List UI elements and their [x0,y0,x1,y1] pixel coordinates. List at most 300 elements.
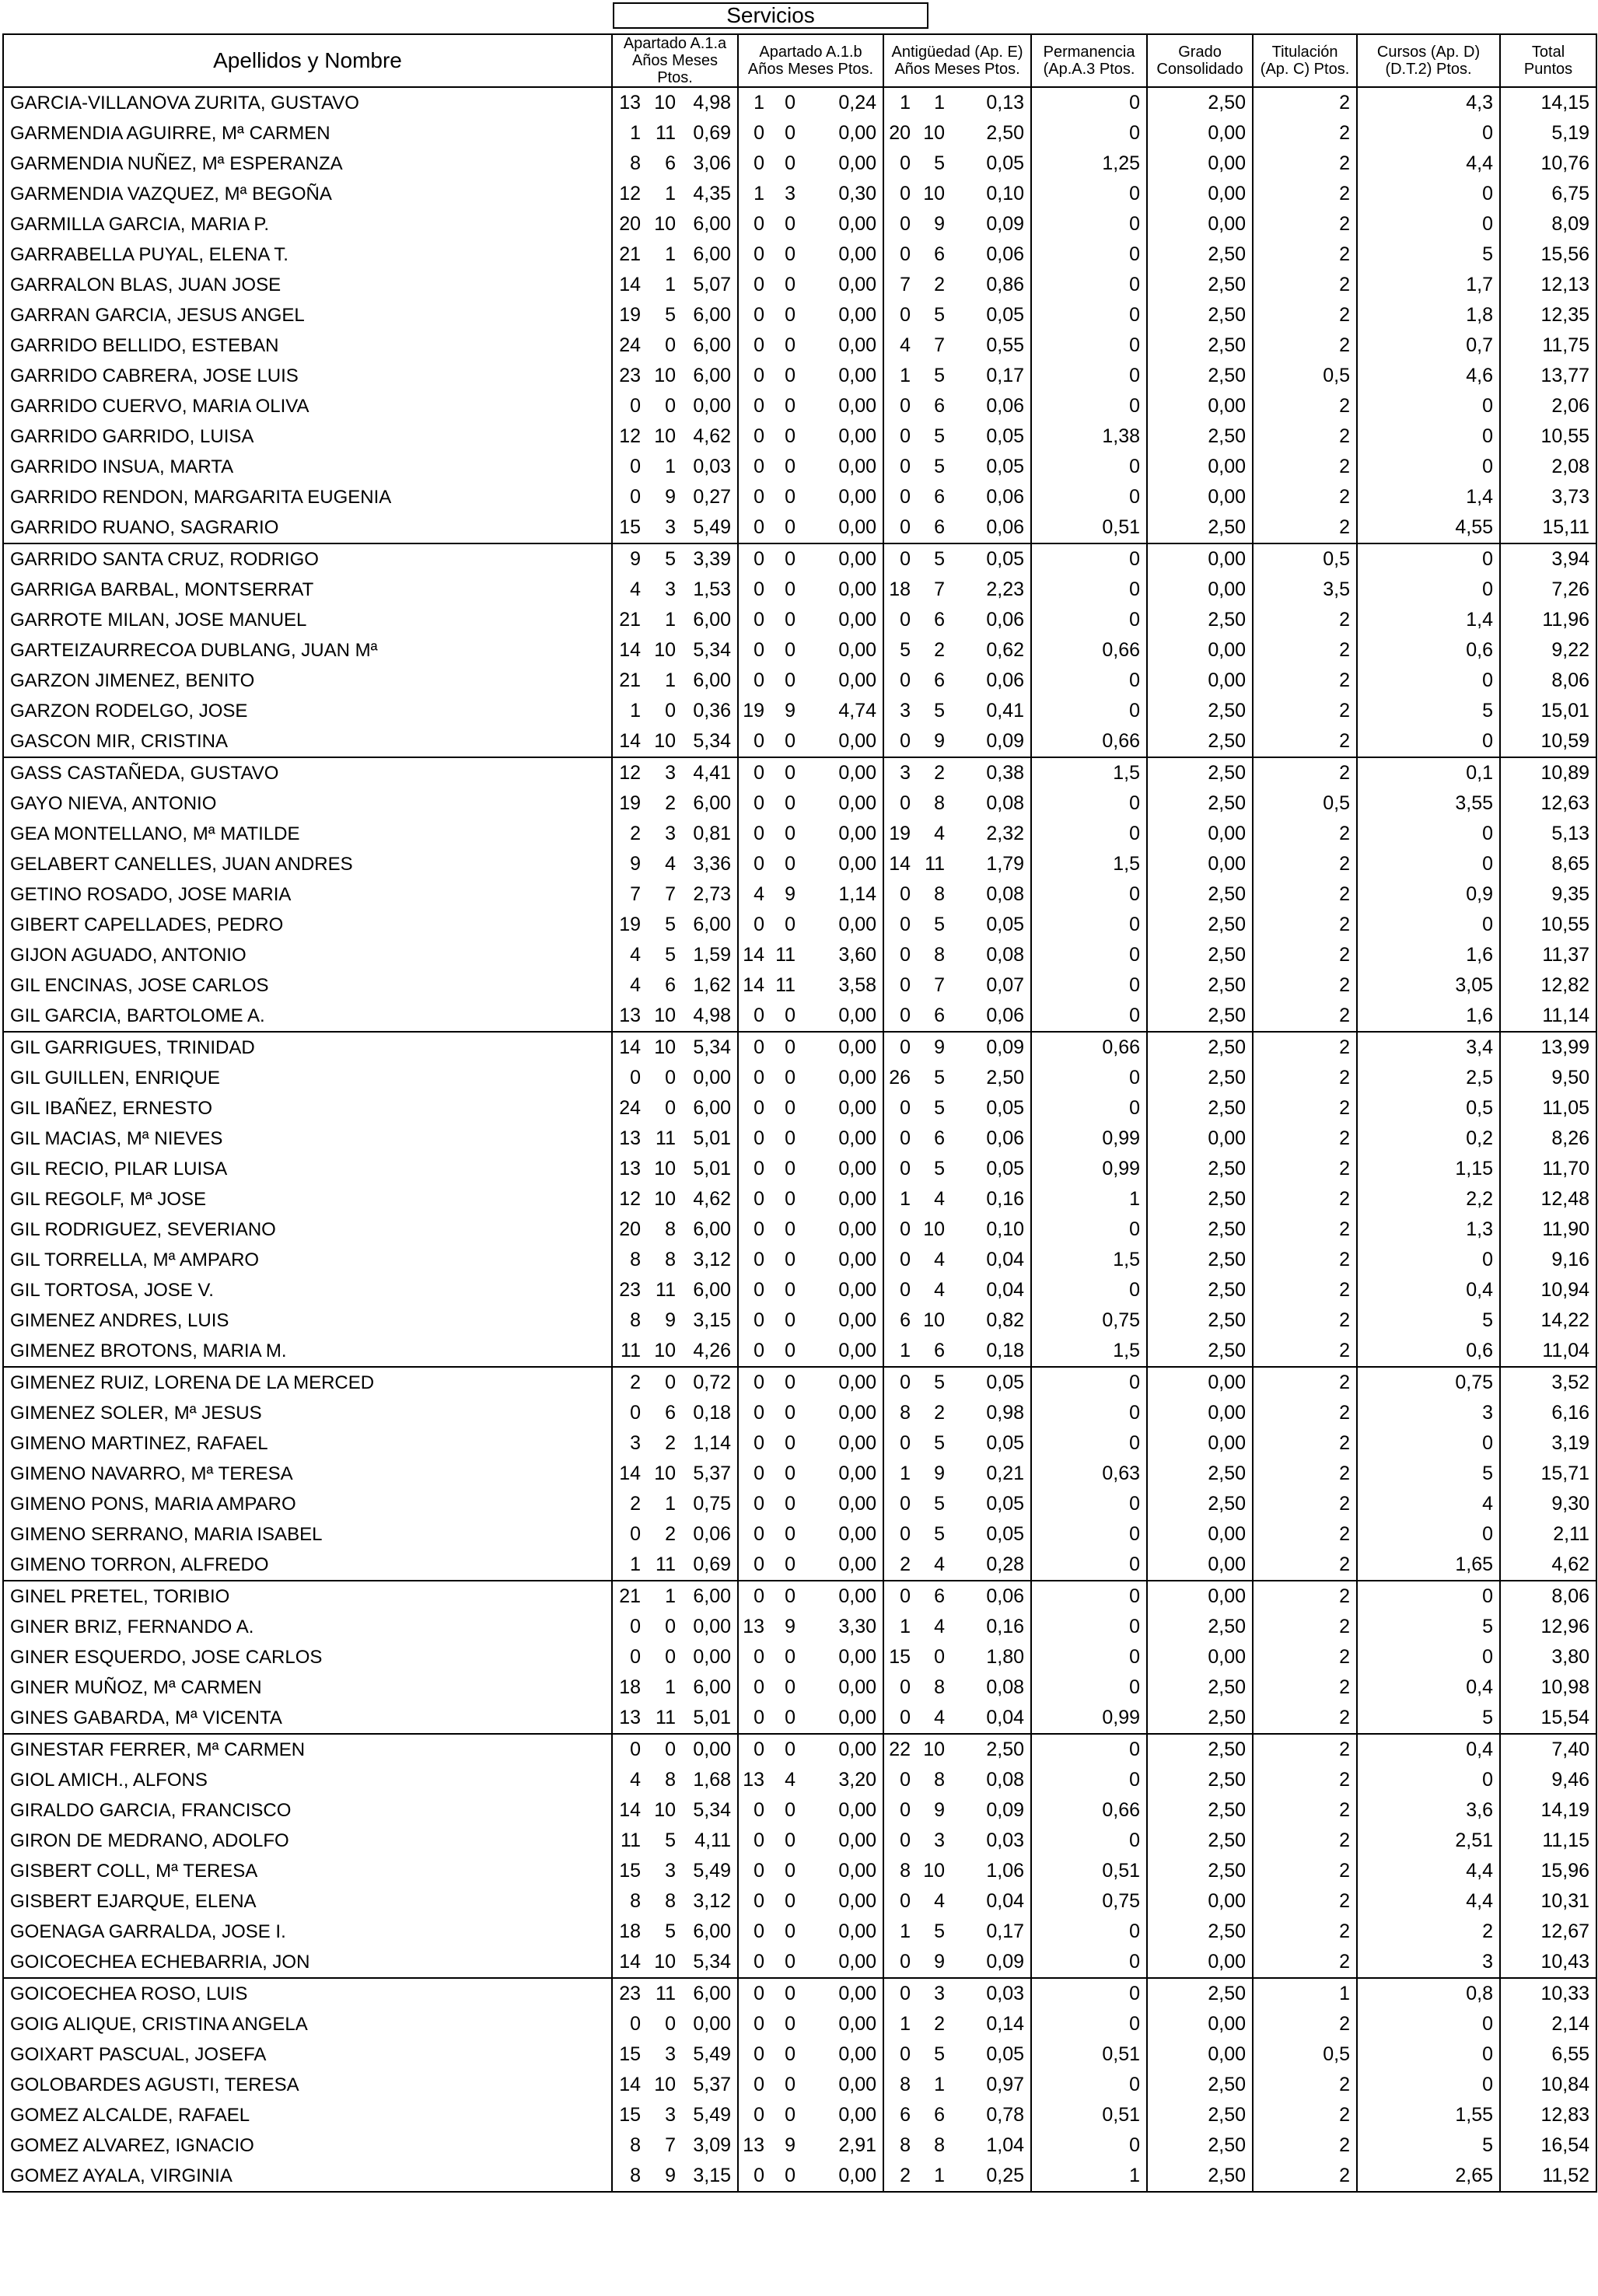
cell-ant-anos: 1 [900,1188,911,1210]
cell-a1b-ptos: 0,00 [802,2070,883,2100]
cell-permanencia: 0 [1031,118,1147,149]
cell-a1a-meses: 1 [665,274,676,295]
cell-ant-anos: 0 [900,1769,911,1791]
cell-ant-meses: 3 [934,1829,946,1851]
cell-total: 12,82 [1500,970,1596,1001]
cell-total: 10,76 [1500,149,1596,179]
cell-ant-anos: 0 [883,1581,917,1612]
cell-ant-meses: 8 [934,1769,946,1791]
cell-a1a-meses: 2 [665,1523,676,1545]
cell-a1b-ptos: 0,00 [802,209,883,239]
cell-a1a-ptos: 0,81 [682,819,738,849]
cell-ant-anos: 0 [900,609,911,631]
cell-ant-meses: 10 [923,122,946,144]
cell-ant-meses: 5 [917,1367,951,1398]
cell-a1b-anos: 13 [743,2134,765,2156]
cell-ant-meses: 8 [934,1676,946,1698]
cell-a1a-meses: 1 [665,456,676,477]
cell-a1a-anos: 3 [630,1432,641,1454]
cell-a1a-ptos: 0,06 [682,1519,738,1550]
cell-ant-anos: 0 [900,486,911,508]
cell-cursos: 5 [1357,2130,1500,2161]
cell-a1a-ptos: 2,73 [682,879,738,910]
cell-a1b-anos: 0 [754,274,765,295]
cell-name: GINESTAR FERRER, Mª CARMEN [3,1734,612,1765]
cell-ant-anos: 0 [900,1279,911,1301]
cell-total: 9,35 [1500,879,1596,910]
cell-a1b-ptos: 0,00 [802,118,883,149]
cell-name: GIL RECIO, PILAR LUISA [3,1154,612,1184]
cell-ant-meses: 7 [934,974,946,996]
cell-a1a-ptos: 0,00 [682,1734,738,1765]
cell-name: GIL RODRIGUEZ, SEVERIANO [3,1214,612,1245]
cell-grado: 2,50 [1147,910,1253,940]
cell-titulacion: 2 [1253,1612,1357,1642]
cell-a1b-anos: 0 [754,1432,765,1454]
cell-permanencia: 0,66 [1031,1795,1147,1826]
cell-total: 15,54 [1500,1703,1596,1734]
cell-ant-ptos: 0,06 [951,605,1031,635]
cell-grado: 0,00 [1147,1642,1253,1672]
cell-a1a-meses: 5 [665,914,676,935]
cell-a1a-ptos: 6,00 [682,1214,738,1245]
cell-grado: 2,50 [1147,87,1253,118]
cell-ant-ptos: 0,06 [951,1001,1031,1032]
cell-ant-meses: 6 [934,1127,946,1149]
cell-a1b-anos: 0 [754,1279,765,1301]
cell-titulacion: 2 [1253,1795,1357,1826]
cell-titulacion: 2 [1253,2161,1357,2192]
table-row [3,239,1596,270]
cell-permanencia: 0,75 [1031,1886,1147,1917]
cell-grado: 2,50 [1147,605,1253,635]
table-row [3,1336,1596,1367]
cell-cursos: 4,6 [1357,361,1500,391]
cell-total: 10,59 [1500,726,1596,757]
cell-a1a-meses: 0 [665,395,676,417]
table-row [3,1398,1596,1428]
cell-a1a-ptos: 0,27 [682,482,738,512]
cell-total: 9,16 [1500,1245,1596,1275]
cell-grado: 0,00 [1147,1519,1253,1550]
cell-cursos: 3 [1357,1398,1500,1428]
cell-a1a-meses: 10 [654,1951,676,1973]
cell-a1b-meses: 9 [785,883,796,905]
cell-ant-meses: 10 [923,1860,946,1882]
table-row [3,910,1596,940]
cell-ant-meses: 10 [923,1309,946,1331]
cell-ant-meses: 6 [934,1340,946,1361]
cell-titulacion: 0,5 [1253,361,1357,391]
col-header-permanencia: Permanencia (Ap.A.3 Ptos. [1031,34,1147,87]
cell-total: 2,06 [1500,391,1596,421]
cell-a1b-meses: 0 [785,425,796,447]
cell-ant-ptos: 0,09 [951,1032,1031,1063]
cell-grado: 2,50 [1147,1214,1253,1245]
cell-a1a-anos: 14 [619,639,641,661]
table-row [3,635,1596,666]
cell-a1b-ptos: 0,00 [802,1795,883,1826]
cell-a1a-anos: 12 [619,1188,641,1210]
cell-grado: 0,00 [1147,575,1253,605]
cell-a1b-anos: 0 [754,1127,765,1149]
cell-a1b-meses: 0 [785,639,796,661]
cell-a1b-ptos: 0,00 [802,421,883,452]
cell-permanencia: 0 [1031,1519,1147,1550]
cell-a1b-ptos: 2,91 [802,2130,883,2161]
cell-ant-ptos: 0,97 [951,2070,1031,2100]
cell-titulacion: 2 [1253,1765,1357,1795]
table-row [3,788,1596,819]
cell-name: GARRIDO CABRERA, JOSE LUIS [3,361,612,391]
table-row [3,543,1596,575]
cell-a1b-anos: 0 [754,1523,765,1545]
cell-name: GINES GABARDA, Mª VICENTA [3,1703,612,1734]
cell-cursos: 4,4 [1357,1856,1500,1886]
cell-grado: 0,00 [1147,849,1253,879]
cell-ant-ptos: 0,06 [951,239,1031,270]
cell-ant-ptos: 0,08 [951,788,1031,819]
cell-ant-ptos: 0,05 [951,2039,1031,2070]
cell-ant-meses: 5 [934,2043,946,2065]
cell-total: 8,65 [1500,849,1596,879]
cell-permanencia: 0,66 [1031,1032,1147,1063]
cell-a1b-ptos: 0,00 [802,361,883,391]
cell-cursos: 0 [1357,118,1500,149]
cell-ant-meses: 5 [934,1067,946,1089]
cell-a1a-anos: 13 [612,87,647,118]
cell-ant-anos: 7 [900,274,911,295]
cell-ant-ptos: 0,16 [951,1184,1031,1214]
cell-a1a-meses: 5 [647,543,682,575]
cell-grado: 0,00 [1147,1886,1253,1917]
table-row [3,1367,1596,1398]
cell-a1a-ptos: 0,69 [682,1550,738,1581]
cell-cursos: 0 [1357,421,1500,452]
cell-a1b-meses: 0 [785,1493,796,1515]
cell-grado: 2,50 [1147,1765,1253,1795]
cell-permanencia: 0 [1031,391,1147,421]
cell-a1a-ptos: 6,00 [682,666,738,696]
cell-a1a-anos: 0 [630,395,641,417]
cell-cursos: 3,6 [1357,1795,1500,1826]
cell-a1b-ptos: 0,00 [802,1978,883,2009]
cell-a1a-anos: 15 [619,1860,641,1882]
table-row [3,1703,1596,1734]
cell-a1a-anos: 1 [630,122,641,144]
cell-ant-meses: 5 [934,914,946,935]
cell-name: GELABERT CANELLES, JUAN ANDRES [3,849,612,879]
cell-permanencia: 0 [1031,666,1147,696]
cell-name: GIBERT CAPELLADES, PEDRO [3,910,612,940]
cell-ant-anos: 4 [900,334,911,356]
table-row [3,1886,1596,1917]
cell-ant-meses: 5 [934,456,946,477]
cell-a1a-ptos: 4,62 [682,421,738,452]
cell-total: 7,40 [1500,1734,1596,1765]
cell-name: GOICOECHEA ECHEBARRIA, JON [3,1947,612,1978]
cell-total: 10,89 [1500,757,1596,788]
cell-a1a-anos: 14 [619,274,641,295]
cell-ant-anos: 1 [900,2013,911,2035]
cell-permanencia: 0 [1031,910,1147,940]
cell-ant-meses: 5 [934,1432,946,1454]
cell-ant-meses: 9 [917,1032,951,1063]
cell-a1b-meses: 0 [785,1067,796,1089]
cell-a1a-meses: 0 [647,1734,682,1765]
table-row [3,1978,1596,2009]
cell-ant-anos: 1 [900,365,911,386]
cell-a1b-meses: 0 [785,1158,796,1179]
cell-cursos: 5 [1357,696,1500,726]
table-row [3,2070,1596,2100]
cell-a1b-anos: 0 [754,1188,765,1210]
cell-a1b-anos: 0 [738,1734,771,1765]
cell-a1a-meses: 1 [665,243,676,265]
cell-cursos: 0,4 [1357,1734,1500,1765]
cell-name: GOMEZ AYALA, VIRGINIA [3,2161,612,2192]
cell-titulacion: 0,5 [1253,2039,1357,2070]
cell-ant-anos: 0 [900,183,911,204]
cell-total: 11,75 [1500,330,1596,361]
cell-ant-meses: 9 [934,1951,946,1973]
table-row [3,1001,1596,1032]
cell-total: 8,09 [1500,209,1596,239]
table-row [3,1581,1596,1612]
cell-ant-anos: 0 [900,1249,911,1270]
cell-cursos: 1,65 [1357,1550,1500,1581]
table-row [3,1428,1596,1459]
cell-ant-meses: 6 [934,669,946,691]
cell-a1a-anos: 12 [612,757,647,788]
cell-a1a-anos: 4 [630,944,641,966]
cell-permanencia: 0,99 [1031,1703,1147,1734]
cell-a1a-anos: 1 [630,1553,641,1575]
cell-cursos: 0 [1357,2039,1500,2070]
cell-a1a-anos: 15 [619,2043,641,2065]
cell-a1a-meses: 2 [665,792,676,814]
cell-ant-meses: 4 [934,1279,946,1301]
cell-ant-ptos: 0,06 [951,666,1031,696]
cell-cursos: 0,6 [1357,1336,1500,1367]
cell-ant-meses: 6 [934,243,946,265]
cell-a1a-ptos: 0,00 [682,2009,738,2039]
cell-cursos: 1,15 [1357,1154,1500,1184]
cell-cursos: 0,6 [1357,635,1500,666]
cell-permanencia: 0,99 [1031,1154,1147,1184]
cell-a1b-ptos: 0,00 [802,1459,883,1489]
cell-ant-meses: 6 [934,395,946,417]
cell-a1b-meses: 0 [771,87,802,118]
cell-total: 10,43 [1500,1947,1596,1978]
cell-a1a-meses: 8 [665,1249,676,1270]
cell-total: 11,52 [1500,2161,1596,2192]
cell-a1a-meses: 6 [665,152,676,174]
cell-a1b-anos: 0 [754,2074,765,2095]
cell-ant-ptos: 0,08 [951,879,1031,910]
cell-grado: 0,00 [1147,482,1253,512]
cell-ant-ptos: 0,04 [951,1245,1031,1275]
cell-a1b-meses: 0 [785,2013,796,2035]
cell-name: GINER BRIZ, FERNANDO A. [3,1612,612,1642]
cell-a1a-ptos: 6,00 [682,1672,738,1703]
cell-total: 6,75 [1500,179,1596,209]
cell-titulacion: 2 [1253,1428,1357,1459]
cell-a1a-ptos: 5,49 [682,2039,738,2070]
cell-ant-meses: 4 [934,1249,946,1270]
cell-titulacion: 2 [1253,1581,1357,1612]
cell-cursos: 0 [1357,1519,1500,1550]
cell-a1b-meses: 4 [785,1769,796,1791]
cell-name: GIJON AGUADO, ANTONIO [3,940,612,970]
cell-a1b-meses: 0 [771,1032,802,1063]
cell-ant-meses: 1 [917,2161,951,2192]
cell-a1a-anos: 2 [612,1367,647,1398]
cell-ant-meses: 9 [934,730,946,752]
cell-total: 15,96 [1500,1856,1596,1886]
cell-a1b-anos: 0 [754,1646,765,1668]
cell-permanencia: 0 [1031,2009,1147,2039]
cell-ant-ptos: 0,05 [951,1519,1031,1550]
cell-a1a-ptos: 3,36 [682,849,738,879]
cell-ant-meses: 5 [934,1158,946,1179]
cell-a1a-meses: 0 [665,1067,676,1089]
cell-a1a-meses: 10 [654,1463,676,1484]
cell-grado: 2,50 [1147,512,1253,543]
table-row [3,512,1596,543]
cell-a1b-meses: 0 [785,1463,796,1484]
cell-a1b-anos: 0 [754,609,765,631]
cell-a1a-anos: 15 [619,2104,641,2126]
cell-a1a-meses: 1 [665,183,676,204]
cell-grado: 2,50 [1147,1672,1253,1703]
cell-a1b-meses: 0 [771,757,802,788]
cell-titulacion: 2 [1253,2070,1357,2100]
cell-total: 2,11 [1500,1519,1596,1550]
cell-a1a-ptos: 5,34 [682,1032,738,1063]
cell-a1b-anos: 0 [754,1005,765,1026]
cell-a1a-ptos: 6,00 [682,361,738,391]
cell-titulacion: 2 [1253,1063,1357,1093]
cell-a1a-meses: 11 [656,1127,676,1149]
cell-a1a-ptos: 4,26 [682,1336,738,1367]
cell-total: 3,94 [1500,543,1596,575]
cell-ant-ptos: 0,21 [951,1459,1031,1489]
cell-grado: 2,50 [1147,1184,1253,1214]
cell-a1b-meses: 0 [785,1676,796,1698]
table-row [3,361,1596,391]
cell-a1a-ptos: 4,41 [682,757,738,788]
cell-name: GARMILLA GARCIA, MARIA P. [3,209,612,239]
cell-ant-anos: 5 [900,639,911,661]
cell-a1a-anos: 11 [621,1829,641,1851]
cell-a1a-anos: 20 [619,1218,641,1240]
cell-ant-anos: 0 [900,944,911,966]
cell-titulacion: 2 [1253,1154,1357,1184]
cell-titulacion: 2 [1253,666,1357,696]
cell-a1a-ptos: 4,98 [682,1001,738,1032]
cell-ant-ptos: 0,06 [951,512,1031,543]
cell-permanencia: 0 [1031,605,1147,635]
cell-a1b-ptos: 0,00 [802,1184,883,1214]
cell-ant-ptos: 0,10 [951,1214,1031,1245]
cell-total: 4,62 [1500,1550,1596,1581]
cell-cursos: 3,55 [1357,788,1500,819]
cell-ant-ptos: 1,04 [951,2130,1031,2161]
cell-a1b-ptos: 0,00 [802,1367,883,1398]
cell-titulacion: 2 [1253,2100,1357,2130]
cell-ant-ptos: 0,05 [951,910,1031,940]
cell-titulacion: 2 [1253,1001,1357,1032]
cell-a1a-meses: 10 [654,1188,676,1210]
cell-cursos: 0 [1357,910,1500,940]
cell-a1b-anos: 0 [754,1218,765,1240]
cell-cursos: 0,9 [1357,879,1500,910]
cell-a1b-ptos: 0,00 [802,330,883,361]
table-row [3,1550,1596,1581]
cell-a1b-ptos: 0,00 [802,575,883,605]
cell-a1a-ptos: 3,15 [682,1305,738,1336]
table-row [3,1063,1596,1093]
cell-a1b-meses: 0 [785,1005,796,1026]
cell-ant-ptos: 0,08 [951,1765,1031,1795]
cell-a1b-anos: 0 [754,334,765,356]
cell-total: 8,06 [1500,666,1596,696]
cell-a1a-ptos: 5,49 [682,1856,738,1886]
cell-permanencia: 0 [1031,1063,1147,1093]
cell-grado: 0,00 [1147,1367,1253,1398]
cell-titulacion: 2 [1253,1886,1357,1917]
cell-ant-anos: 0 [900,974,911,996]
cell-titulacion: 2 [1253,239,1357,270]
cell-ant-ptos: 0,82 [951,1305,1031,1336]
cell-grado: 2,50 [1147,421,1253,452]
cell-cursos: 4,4 [1357,1886,1500,1917]
cell-total: 10,94 [1500,1275,1596,1305]
cell-titulacion: 2 [1253,1826,1357,1856]
cell-ant-anos: 8 [900,2074,911,2095]
cell-a1a-meses: 10 [647,87,682,118]
cell-permanencia: 0 [1031,361,1147,391]
cell-ant-ptos: 0,06 [951,1124,1031,1154]
cell-a1b-anos: 0 [754,2013,765,2035]
cell-ant-meses: 4 [934,1553,946,1575]
table-row [3,726,1596,757]
cell-a1b-anos: 0 [754,823,765,844]
cell-a1b-ptos: 0,00 [802,726,883,757]
cell-a1b-anos: 0 [754,486,765,508]
cell-name: GIMENEZ ANDRES, LUIS [3,1305,612,1336]
cell-total: 12,96 [1500,1612,1596,1642]
cell-ant-anos: 14 [889,853,911,875]
cell-ant-ptos: 0,41 [951,696,1031,726]
cell-a1a-meses: 10 [654,213,676,235]
cell-a1a-meses: 3 [665,1860,676,1882]
cell-name: GARMENDIA NUÑEZ, Mª ESPERANZA [3,149,612,179]
cell-grado: 2,50 [1147,788,1253,819]
cell-ant-meses: 8 [934,2134,946,2156]
cell-a1b-ptos: 0,00 [802,788,883,819]
cell-grado: 2,50 [1147,1612,1253,1642]
cell-a1a-anos: 14 [619,730,641,752]
cell-ant-meses: 5 [934,365,946,386]
table-body [3,87,1596,2192]
cell-ant-ptos: 0,14 [951,2009,1031,2039]
cell-a1b-ptos: 0,00 [802,482,883,512]
cell-a1a-ptos: 5,34 [682,1795,738,1826]
cell-a1a-ptos: 4,98 [682,87,738,118]
cell-permanencia: 0 [1031,1428,1147,1459]
